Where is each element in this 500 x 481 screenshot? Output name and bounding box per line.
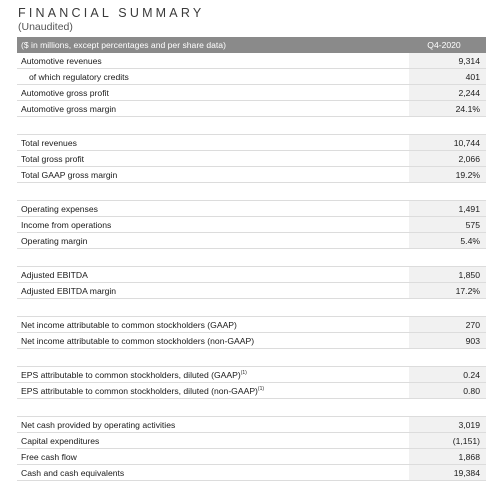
row-label-text: EPS attributable to common stockholders, diluted (GAAP): [21, 369, 241, 380]
row-value: 17.2%: [455, 285, 480, 296]
row-label-text: Free cash flow: [21, 451, 77, 462]
row-value: 575: [465, 219, 480, 230]
table-row: [17, 333, 486, 349]
row-label: [21, 436, 99, 446]
table-row: [17, 317, 486, 333]
row-label: [21, 72, 129, 82]
row-label-text: Automotive revenues: [21, 55, 102, 66]
row-value: 19,384: [453, 467, 480, 478]
row-label-text: Total GAAP gross margin: [21, 169, 118, 180]
table-row: [17, 417, 486, 433]
row-label-text: Automotive gross profit: [21, 87, 109, 98]
row-label: [21, 452, 77, 462]
row-value: 1,491: [458, 203, 480, 214]
row-label-text: Adjusted EBITDA: [21, 269, 88, 280]
row-label-text: Adjusted EBITDA margin: [21, 285, 117, 296]
table-row: [17, 267, 486, 283]
row-value: 0.24: [463, 369, 480, 380]
table-header: [17, 37, 486, 53]
row-value: 19.2%: [455, 169, 480, 180]
row-value: 1,850: [458, 269, 480, 280]
header-period: Q4-2020: [427, 40, 461, 50]
row-label: [21, 104, 116, 114]
row-label: [21, 154, 84, 164]
row-label: [21, 386, 264, 396]
row-value: 270: [465, 319, 480, 330]
row-label-text: Total gross profit: [21, 153, 85, 164]
row-value: 0.80: [463, 385, 480, 396]
group-spacer: [17, 299, 486, 317]
row-label: [21, 320, 237, 330]
row-label-text: Income from operations: [21, 219, 112, 230]
row-value: 2,066: [458, 153, 480, 164]
row-label-text: Automotive gross margin: [21, 103, 117, 114]
row-label-text: Total revenues: [21, 137, 77, 148]
row-value: 2,244: [458, 87, 480, 98]
page-title: FINANCIAL SUMMARY: [18, 6, 205, 20]
table-row: [17, 69, 486, 85]
table-row: [17, 101, 486, 117]
row-label-text: Capital expenditures: [21, 435, 100, 446]
table-row: [17, 53, 486, 69]
table-row: [17, 367, 486, 383]
row-label: [21, 336, 254, 346]
table-row: [17, 135, 486, 151]
row-label: [21, 270, 88, 280]
row-label: [21, 468, 124, 478]
row-value: (1,151): [452, 435, 480, 446]
page-subtitle: (Unaudited): [18, 21, 73, 33]
row-label-text: of which regulatory credits: [29, 71, 129, 82]
table-row: [17, 167, 486, 183]
group-spacer: [17, 249, 486, 267]
row-value: 24.1%: [455, 103, 480, 114]
row-value: 903: [465, 335, 480, 346]
row-label: [21, 220, 111, 230]
row-label: [21, 138, 77, 148]
row-label: [21, 56, 102, 66]
table-row: [17, 151, 486, 167]
row-label-text: Net income attributable to common stockholders (GAAP): [21, 319, 237, 330]
row-label-text: Net cash provided by operating activities: [21, 419, 176, 430]
footnote-marker: (1): [257, 385, 265, 392]
row-label-text: Net income attributable to common stockholders (non-GAAP): [21, 335, 255, 346]
group-spacer: [17, 117, 486, 135]
row-label-text: Operating margin: [21, 235, 88, 246]
table-row: [17, 433, 486, 449]
group-spacer: [17, 183, 486, 201]
row-value: 10,744: [453, 137, 480, 148]
table-body: [17, 53, 486, 481]
table-row: [17, 85, 486, 101]
row-label: [21, 370, 247, 380]
table-row: [17, 465, 486, 481]
table-row: [17, 233, 486, 249]
row-label: [21, 236, 87, 246]
row-value: 1,868: [458, 451, 480, 462]
financial-table: [17, 37, 486, 481]
table-row: [17, 383, 486, 399]
table-row: [17, 283, 486, 299]
row-label: [21, 170, 117, 180]
table-row: [17, 201, 486, 217]
row-label: [21, 286, 116, 296]
table-row: [17, 449, 486, 465]
row-label-text: EPS attributable to common stockholders, diluted (non-GAAP): [21, 385, 258, 396]
header-label: ($ in millions, except percentages and per share data): [21, 40, 226, 50]
group-spacer: [17, 349, 486, 367]
row-label: [21, 420, 175, 430]
footnote-marker: (1): [240, 369, 247, 376]
row-value: 9,314: [458, 55, 480, 66]
row-label: [21, 88, 109, 98]
row-label-text: Operating expenses: [21, 203, 98, 214]
row-label: [21, 204, 98, 214]
row-label-text: Cash and cash equivalents: [21, 467, 125, 478]
row-value: 3,019: [458, 419, 480, 430]
table-row: [17, 217, 486, 233]
row-value: 5.4%: [460, 235, 480, 246]
row-value: 401: [465, 71, 480, 82]
group-spacer: [17, 399, 486, 417]
